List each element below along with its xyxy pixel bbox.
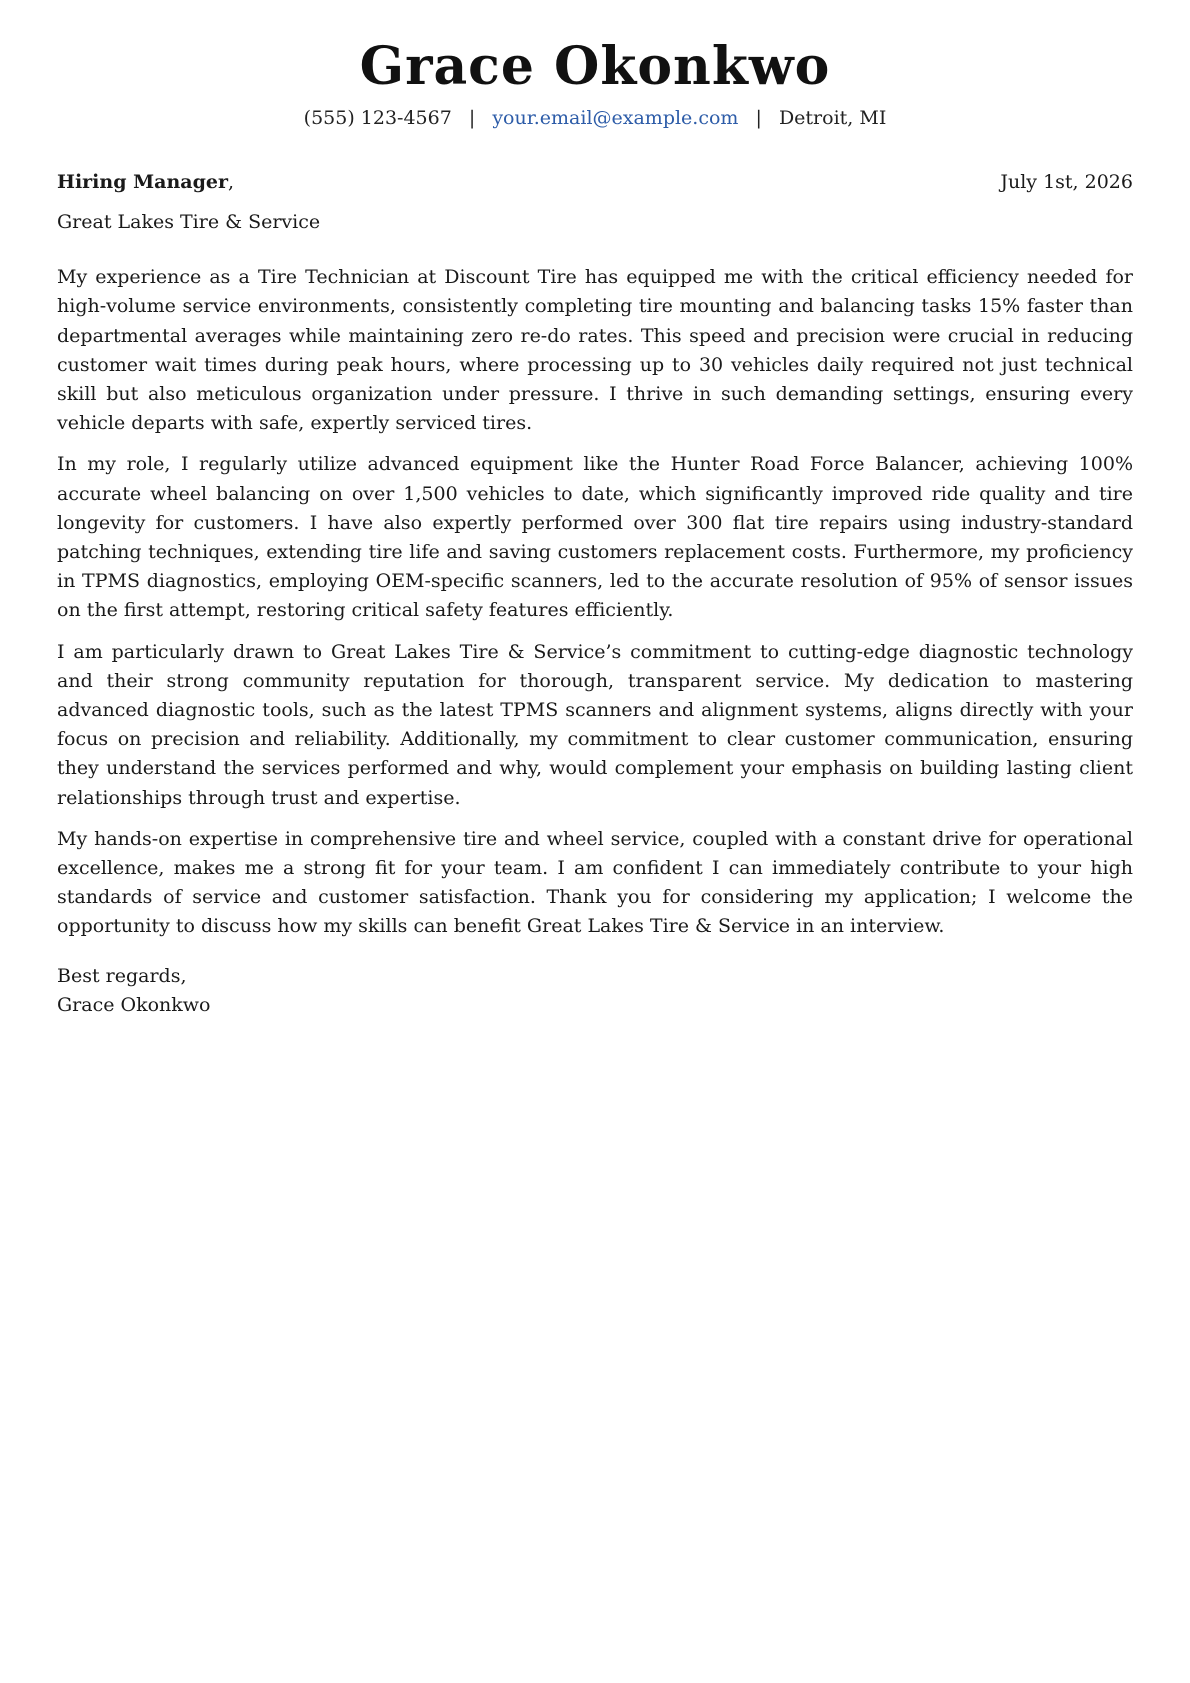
recipient-name-suffix: ,	[227, 171, 235, 194]
letter-header	[57, 0, 1133, 129]
contact-line	[57, 107, 1133, 129]
letter-closing	[57, 962, 1133, 1020]
company-name: Great Lakes Tire & Service	[57, 211, 321, 234]
letter-date: July 1st, 2026	[1000, 171, 1133, 194]
letter-body	[57, 263, 1133, 941]
location: Detroit, MI	[778, 107, 887, 130]
body-paragraph: My experience as a Tire Technician at Discount Tire has equipped me with the critical efficiency needed for high-volume service environments, consistently completing tire mounting and balancing tasks 15% faster than departmental averages while maintaining zero re-do rates. This speed and precision were crucial in reducing customer wait times during peak hours, where processing up to 30 vehicles daily required not just technical skill but also meticulous organization under pressure. I thrive in such demanding settings, ensuring every vehicle departs with safe, expertly serviced tires.	[57, 266, 1133, 435]
body-paragraph: I am particularly drawn to Great Lakes Tire & Service’s commitment to cutting-edge diagnostic technology and their strong community reputation for thorough, transparent service. My dedication to mastering advanced diagnostic tools, such as the latest TPMS scanners and alignment systems, aligns directly with your focus on precision and reliability. Additionally, my commitment to clear customer communication, ensuring they understand the services performed and why, would complement your emphasis on building lasting client relationships through trust and expertise.	[57, 640, 1133, 809]
recipient-row	[57, 171, 1133, 193]
applicant-name: Grace Okonkwo	[359, 36, 831, 97]
phone-number: (555) 123-4567	[303, 107, 452, 130]
email-link[interactable]: your.email@example.com	[492, 107, 739, 130]
closing-salutation: Best regards,	[57, 964, 187, 987]
body-paragraph: In my role, I regularly utilize advanced equipment like the Hunter Road Force Balancer, achieving 100% accurate wheel balancing on over 1,500 vehicles to date, which significantly improved ride quality and tire longevity for customers. I have also expertly performed over 300 flat tire repairs using industry-standard patching techniques, extending tire life and saving customers replacement costs. Furthermore, my proficiency in TPMS diagnostics, employing OEM-specific scanners, led to the accurate resolution of 95% of sensor issues on the first attempt, restoring critical safety features efficiently.	[57, 453, 1133, 622]
body-paragraph: My hands-on expertise in comprehensive tire and wheel service, coupled with a constant drive for operational excellence, makes me a strong fit for your team. I am confident I can immediately contribute to your high standards of service and customer satisfaction. Thank you for considering my application; I welcome the opportunity to discuss how my skills can benefit Great Lakes Tire & Service in an interview.	[57, 827, 1133, 938]
contact-separator: |	[468, 107, 476, 130]
contact-separator: |	[755, 107, 762, 130]
recipient-name: Hiring Manager	[57, 171, 228, 194]
closing-signature: Grace Okonkwo	[57, 993, 211, 1016]
recipient-greeting	[57, 171, 234, 193]
